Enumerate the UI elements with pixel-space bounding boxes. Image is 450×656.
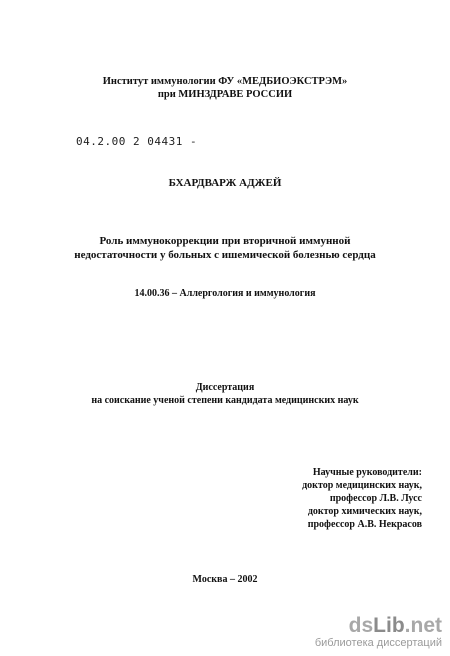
institute-name: Институт иммунологии ФУ «МЕДБИОЭКСТРЭМ» — [102, 76, 348, 87]
supervisors-block — [222, 466, 422, 531]
specialty-code: 14.00.36 – Аллергология и иммунология — [134, 288, 316, 299]
dslib-watermark[interactable] — [315, 615, 442, 650]
archive-stamp: 04.2.00 2 04431 - — [76, 135, 198, 148]
degree-statement: на соискание ученой степени кандидата медицинских наук — [91, 395, 359, 406]
author-name: БХАРДВАРЖ АДЖЕЙ — [168, 177, 282, 189]
supervisor-2-degree: доктор химических наук, — [307, 506, 422, 517]
city-year: Москва – 2002 — [192, 574, 258, 585]
dslib-logo: dsLib.net — [348, 614, 442, 637]
institute-affiliation: при МИНЗДРАВЕ РОССИИ — [157, 89, 293, 100]
title-line-1: Роль иммунокоррекции при вторичной иммунной — [99, 235, 351, 247]
document-type: Диссертация — [195, 382, 255, 393]
supervisor-1-name: профессор Л.В. Лусс — [329, 493, 422, 504]
supervisors-heading: Научные руководители: — [312, 467, 422, 478]
supervisor-2-name: профессор А.В. Некрасов — [307, 519, 422, 530]
supervisor-1-degree: доктор медицинских наук, — [302, 480, 422, 491]
dslib-subtitle: библиотека диссертаций — [314, 637, 442, 649]
title-line-2: недостаточности у больных с ишемической болезнью сердца — [74, 249, 376, 261]
